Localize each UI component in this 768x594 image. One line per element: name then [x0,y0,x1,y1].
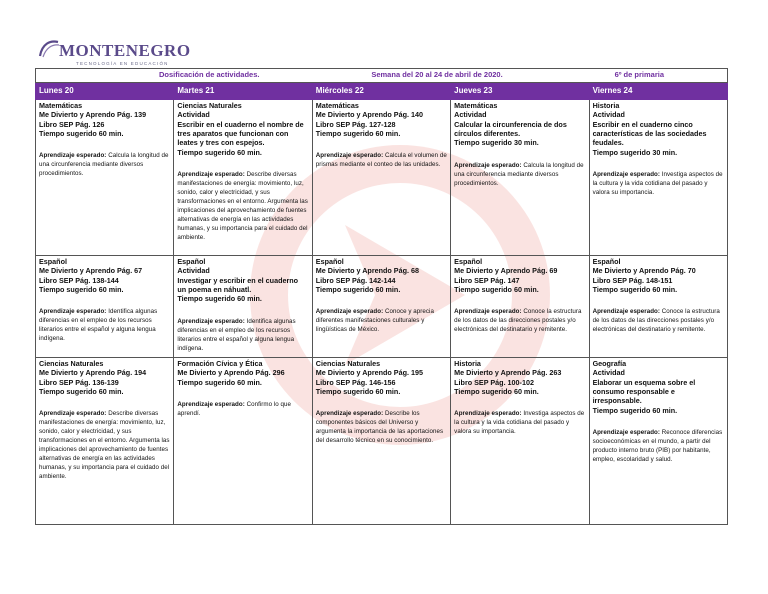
activity-line: Tiempo sugerido 60 min. [39,129,124,139]
doc-title: Dosificación de actividades. [159,70,260,80]
activity-line: Escribir en el cuaderno el nombre de tres aparatos que funcionan con leates y tres con espejos. [177,119,304,148]
expected-learning-label: Aprendizaje esperado: [177,317,245,325]
activity-line: Libro SEP Pág. 138-144 [39,275,119,285]
activity-cell [174,100,312,256]
expected-learning [593,308,724,335]
activity-line: Libro SEP Pág. 126 [39,119,105,129]
activity-line: Actividad [454,110,487,120]
activity-line: Tiempo sugerido 60 min. [454,387,539,397]
expected-learning-label: Aprendizaje esperado: [177,401,245,409]
spacer [177,304,308,318]
expected-learning-text: Conoce la estructura de los datos de las direcciones postales y/o electrónicas del destinatario y remitente. [454,308,582,334]
expected-learning-text: Conoce la estructura de los datos de las direcciones postales y/o electrónicas del destinatario y remitente. [592,308,720,334]
activity-line: Español [592,257,621,266]
activity-line: Tiempo sugerido 60 min. [592,285,678,295]
day-header: Miércoles 22 [312,83,450,100]
day-header-row [36,83,728,100]
expected-learning-text: Reconoce diferencias socioeconómicas en el mundo, a partir del producto interno bruto (PIB) por habitante, empleo, escolaridad y salud. [592,429,723,464]
montenegro-logo [38,38,198,72]
expected-learning-label: Aprendizaje esperado: [315,410,384,418]
activity-line: Actividad [592,368,625,378]
activity-line: Elaborar un esquema sobre el consumo responsable e irresponsable. [592,377,696,406]
activity-cell [174,256,312,358]
activity-line: Tiempo sugerido 60 min. [315,129,401,139]
expected-learning-text: Investiga aspectos de la cultura y la vida cotidiana del pasado y valora su importancia. [592,171,723,197]
activity-cell [312,100,450,256]
expected-learning-text: Calcula la longitud de una circunferencia mediante diversos procedimientos. [39,152,169,178]
activity-cell [589,256,727,358]
expected-learning-label: Aprendizaje esperado: [39,308,107,316]
expected-learning-label: Aprendizaje esperado: [39,410,107,418]
expected-learning [177,171,308,243]
spacer [593,415,724,429]
activity-line: Ciencias Naturales [315,359,381,368]
activity-line: Me Divierto y Aprendo Pág. 67 [39,266,143,276]
spacer [593,157,724,171]
activity-line: Matemáticas [454,101,498,110]
activity-line: Tiempo sugerido 60 min. [39,387,124,397]
activity-cell [312,358,450,525]
activity-cell [36,358,174,525]
expected-learning [39,308,170,344]
activity-line: Actividad [177,110,210,120]
spacer [454,396,585,410]
activity-line: Tiempo sugerido 60 min. [177,147,262,157]
spacer [177,387,308,401]
activity-line: Libro SEP Pág. 100-102 [454,377,534,387]
expected-learning [177,401,308,419]
activity-line: Español [454,257,483,266]
expected-learning-text: Identifica algunas diferencias en el empleo de los recursos literarios entre el español y alguna lengua indígena. [39,308,158,343]
activity-line: Tiempo sugerido 60 min. [177,294,262,304]
activity-line: Tiempo sugerido 30 min. [592,147,678,157]
activity-line: Matemáticas [39,101,83,110]
activity-line: Matemáticas [315,101,359,110]
logo-swoosh-icon [38,38,60,60]
expected-learning-label: Aprendizaje esperado: [592,308,660,316]
activity-cell [589,358,727,525]
info-row [36,69,728,83]
expected-learning-label: Aprendizaje esperado: [592,429,660,437]
activity-line: Libro SEP Pág. 127-128 [315,119,396,129]
expected-learning [454,410,585,437]
expected-learning [39,152,170,179]
activity-cell [451,256,589,358]
activity-line: Libro SEP Pág. 147 [454,275,520,285]
schedule-row [36,100,728,256]
activity-line: Español [39,257,67,266]
activity-line: Formación Cívica y Ética [177,359,263,368]
spacer [593,294,724,308]
activity-line: Tiempo sugerido 30 min. [454,138,539,148]
activity-line: Me Divierto y Aprendo Pág. 68 [315,266,419,276]
activity-line: Tiempo sugerido 60 min. [315,285,401,295]
schedule-row [36,256,728,358]
activity-line: Tiempo sugerido 60 min. [315,387,401,397]
activity-line: Me Divierto y Aprendo Pág. 296 [177,368,285,378]
expected-learning [593,429,724,465]
expected-learning [316,152,447,170]
expected-learning [316,410,447,446]
activity-cell [36,100,174,256]
schedule-body [36,100,728,525]
expected-learning-text: Calcula el volumen de prismas mediante el conteo de las unidades. [315,152,447,169]
activity-line: Actividad [177,266,210,276]
expected-learning-text: Identifica algunas diferencias en el empleo de los recursos literarios entre el español y alguna lengua indígena. [177,317,296,352]
expected-learning [177,318,308,354]
expected-learning-label: Aprendizaje esperado: [39,152,107,160]
week-range: Semana del 20 al 24 de abril de 2020. [371,70,503,80]
spacer [454,294,585,308]
day-header: Viernes 24 [589,83,727,100]
spacer [39,396,170,410]
activity-line: Libro SEP Pág. 148-151 [592,275,673,285]
activity-line: Me Divierto y Aprendo Pág. 140 [315,110,423,120]
expected-learning-label: Aprendizaje esperado: [454,308,522,316]
spacer [177,157,308,171]
expected-learning-text: Investiga aspectos de la cultura y la vida cotidiana del pasado y valora su importancia. [454,410,585,436]
spacer [316,294,447,308]
activity-line: Me Divierto y Aprendo Pág. 70 [592,266,696,276]
expected-learning-label: Aprendizaje esperado: [592,171,660,179]
day-header: Jueves 23 [451,83,589,100]
grade-label: 6º de primaria [614,70,664,80]
spacer [316,396,447,410]
expected-learning-text: Calcula la longitud de una circunferencia mediante diversos procedimientos. [454,161,584,187]
activity-cell [589,100,727,256]
logo-brand: MONTENEGRO [59,41,191,60]
expected-learning-label: Aprendizaje esperado: [454,161,522,169]
activity-line: Tiempo sugerido 60 min. [454,285,539,295]
activity-line: Libro SEP Pág. 136-139 [39,377,119,387]
expected-learning-text: Confirmo lo que aprendí. [177,401,292,418]
expected-learning-label: Aprendizaje esperado: [315,308,384,316]
day-header: Lunes 20 [36,83,174,100]
activity-cell [36,256,174,358]
activity-line: Español [177,257,206,266]
activity-line: Actividad [592,110,625,120]
expected-learning [316,308,447,335]
activity-cell [451,358,589,525]
activity-line: Ciencias Naturales [39,359,104,368]
expected-learning [39,410,170,482]
expected-learning-label: Aprendizaje esperado: [177,171,245,179]
activity-line: Español [315,257,344,266]
expected-learning [454,162,585,189]
logo-tagline: TECNOLOGÍA EN EDUCACIÓN [76,61,169,66]
info-cell [36,69,728,83]
activity-line: Me Divierto y Aprendo Pág. 139 [39,110,147,120]
activity-line: Me Divierto y Aprendo Pág. 194 [39,368,147,378]
activity-line: Me Divierto y Aprendo Pág. 69 [454,266,558,276]
activity-line: Geografía [592,359,627,368]
expected-learning-label: Aprendizaje esperado: [454,410,522,418]
activity-line: Libro SEP Pág. 142-144 [315,275,396,285]
activity-line: Tiempo sugerido 60 min. [177,377,262,387]
activity-line: Me Divierto y Aprendo Pág. 263 [454,368,562,378]
activity-cell [451,100,589,256]
activity-line: Escribir en el cuaderno cinco características de las sociedades feudales. [592,119,707,148]
activity-line: Historia [454,359,481,368]
expected-learning-text: Conoce y aprecia diferentes manifestaciones culturales y lingüísticas de México. [315,308,434,334]
activity-line: Tiempo sugerido 60 min. [592,405,678,415]
activity-line: Calcular la circunferencia de dos círculos diferentes. [454,119,567,139]
day-header: Martes 21 [174,83,312,100]
spacer [454,148,585,162]
expected-learning-label: Aprendizaje esperado: [315,152,384,160]
activity-line: Historia [592,101,620,110]
activity-line: Tiempo sugerido 60 min. [39,285,124,295]
activity-line: Libro SEP Pág. 146-156 [315,377,396,387]
activity-line: Me Divierto y Aprendo Pág. 195 [315,368,423,378]
schedule-table [35,68,728,525]
activity-cell [174,358,312,525]
expected-learning [593,171,724,198]
expected-learning-text: Describe diversas manifestaciones de energía: movimiento, luz, sonido, calor y electricidad, y sus transformaciones en el entorno. Argumenta las implicaciones del aprovechamiento de fuentes alternativas de energía en las actividades humanas, y su importancia para el cuidado del ambiente. [177,171,308,242]
activity-line: Ciencias Naturales [177,101,242,110]
spacer [39,138,170,152]
expected-learning-text: Describe los componentes básicos del Universo y argumenta la importancia de las aportaciones del desarrollo técnico en su conocimiento. [315,410,444,445]
spacer [39,294,170,308]
expected-learning [454,308,585,335]
expected-learning-text: Describe diversas manifestaciones de energía: movimiento, luz, sonido, calor y electricidad, y sus transformaciones en el entorno. Argumenta las implicaciones del aprovechamiento de fuentes alternativas de energía en las actividades humanas, y su importancia para el cuidado del ambiente. [39,410,170,481]
spacer [316,138,447,152]
activity-line: Investigar y escribir en el cuaderno un poema en náhuatl. [177,275,299,295]
schedule-row [36,358,728,525]
activity-cell [312,256,450,358]
